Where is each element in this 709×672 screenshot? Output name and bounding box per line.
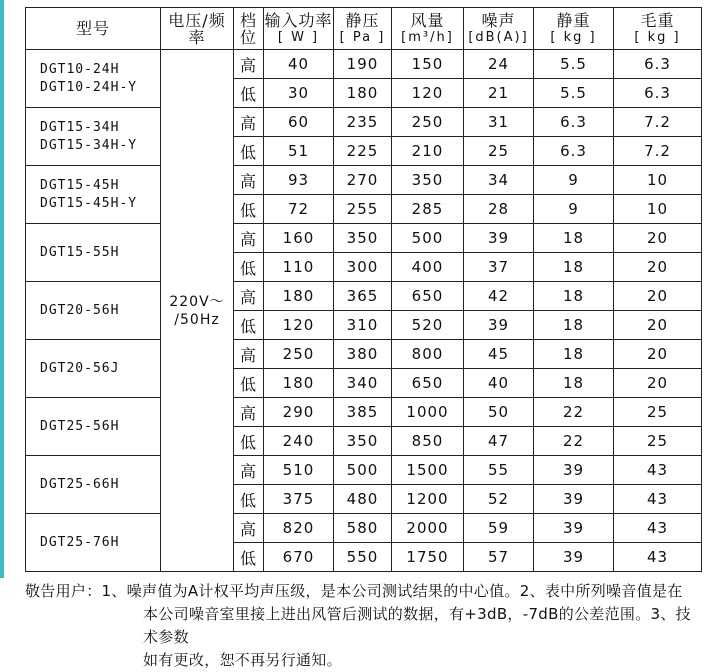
model-name: DGT25-76H xyxy=(40,534,120,550)
model-cell xyxy=(26,456,161,514)
model-name: DGT15-45H xyxy=(40,177,120,193)
airflow-cell: 350 xyxy=(392,166,464,195)
gross-cell: 20 xyxy=(614,224,702,253)
level-cell: 低 xyxy=(234,311,264,340)
pressure-cell: 255 xyxy=(334,195,392,224)
voltage-cell xyxy=(161,50,234,572)
net-cell: 39 xyxy=(534,543,614,572)
net-cell: 18 xyxy=(534,224,614,253)
model-cell xyxy=(26,224,161,282)
level-cell: 高 xyxy=(234,514,264,543)
model-name: DGT15-45H-Y xyxy=(40,195,138,211)
column-header xyxy=(234,8,264,50)
gross-cell: 20 xyxy=(614,369,702,398)
column-header xyxy=(26,8,161,50)
gross-cell: 43 xyxy=(614,485,702,514)
airflow-cell: 1750 xyxy=(392,543,464,572)
power-cell: 40 xyxy=(264,50,334,79)
airflow-cell: 850 xyxy=(392,427,464,456)
level-cell: 高 xyxy=(234,456,264,485)
level-cell: 低 xyxy=(234,137,264,166)
airflow-cell: 150 xyxy=(392,50,464,79)
power-cell: 30 xyxy=(264,79,334,108)
column-header xyxy=(334,8,392,50)
noise-cell: 31 xyxy=(464,108,534,137)
noise-cell: 34 xyxy=(464,166,534,195)
airflow-cell: 210 xyxy=(392,137,464,166)
airflow-cell: 1000 xyxy=(392,398,464,427)
power-cell: 93 xyxy=(264,166,334,195)
gross-cell: 25 xyxy=(614,398,702,427)
model-name: DGT10-24H xyxy=(40,61,120,77)
net-cell: 18 xyxy=(534,311,614,340)
gross-cell: 6.3 xyxy=(614,79,702,108)
model-cell xyxy=(26,166,161,224)
pressure-cell: 270 xyxy=(334,166,392,195)
airflow-cell: 120 xyxy=(392,79,464,108)
noise-cell: 21 xyxy=(464,79,534,108)
note-line: 本公司噪音室里接上进出风管后测试的数据，有+3dB，-7dB的公差范围。3、技术参数 xyxy=(143,605,691,646)
power-cell: 180 xyxy=(264,282,334,311)
gross-cell: 7.2 xyxy=(614,108,702,137)
gross-cell: 10 xyxy=(614,195,702,224)
power-cell: 670 xyxy=(264,543,334,572)
net-cell: 39 xyxy=(534,456,614,485)
voltage-value: 220V～ xyxy=(169,293,225,310)
voltage-value: /50Hz xyxy=(174,311,220,328)
column-header-label: 档位 xyxy=(239,10,257,47)
power-cell: 180 xyxy=(264,369,334,398)
column-header-unit: 率 xyxy=(188,27,206,47)
level-cell: 高 xyxy=(234,340,264,369)
power-cell: 375 xyxy=(264,485,334,514)
note-line: 如有更改，恕不再另行通知。 xyxy=(143,651,342,669)
noise-cell: 25 xyxy=(464,137,534,166)
level-cell: 高 xyxy=(234,108,264,137)
accent-bar xyxy=(0,0,4,578)
level-cell: 低 xyxy=(234,485,264,514)
gross-cell: 43 xyxy=(614,543,702,572)
airflow-cell: 250 xyxy=(392,108,464,137)
airflow-cell: 500 xyxy=(392,224,464,253)
airflow-cell: 1200 xyxy=(392,485,464,514)
level-cell: 低 xyxy=(234,195,264,224)
table-row xyxy=(26,166,702,195)
net-cell: 5.5 xyxy=(534,50,614,79)
net-cell: 6.3 xyxy=(534,137,614,166)
net-cell: 18 xyxy=(534,340,614,369)
airflow-cell: 650 xyxy=(392,369,464,398)
gross-cell: 20 xyxy=(614,311,702,340)
net-cell: 39 xyxy=(534,485,614,514)
net-cell: 22 xyxy=(534,398,614,427)
gross-cell: 25 xyxy=(614,427,702,456)
model-cell xyxy=(26,340,161,398)
power-cell: 72 xyxy=(264,195,334,224)
note-line: 敬告用户：1、噪声值为A计权平均声压级，是本公司测试结果的中心值。2、表中所列噪音值是在 xyxy=(25,582,683,600)
pressure-cell: 225 xyxy=(334,137,392,166)
column-header xyxy=(392,8,464,50)
column-header-unit: [m³/h] xyxy=(401,29,454,45)
airflow-cell: 285 xyxy=(392,195,464,224)
noise-cell: 39 xyxy=(464,224,534,253)
column-header-label: 噪声 xyxy=(481,10,516,30)
table-row xyxy=(26,456,702,485)
column-header-label: 型号 xyxy=(75,19,110,38)
column-header-label: 毛重 xyxy=(640,10,675,30)
net-cell: 39 xyxy=(534,514,614,543)
net-cell: 18 xyxy=(534,369,614,398)
level-cell: 低 xyxy=(234,427,264,456)
pressure-cell: 350 xyxy=(334,427,392,456)
power-cell: 820 xyxy=(264,514,334,543)
model-cell xyxy=(26,50,161,108)
gross-cell: 6.3 xyxy=(614,50,702,79)
column-header-unit: [dB(A)] xyxy=(468,29,529,45)
airflow-cell: 800 xyxy=(392,340,464,369)
table-row xyxy=(26,514,702,543)
pressure-cell: 365 xyxy=(334,282,392,311)
header-row xyxy=(26,8,702,50)
net-cell: 18 xyxy=(534,282,614,311)
model-name: DGT15-34H xyxy=(40,119,120,135)
notes xyxy=(25,580,701,672)
column-header xyxy=(614,8,702,50)
level-cell: 高 xyxy=(234,50,264,79)
level-cell: 高 xyxy=(234,398,264,427)
gross-cell: 10 xyxy=(614,166,702,195)
noise-cell: 28 xyxy=(464,195,534,224)
model-cell xyxy=(26,282,161,340)
noise-cell: 40 xyxy=(464,369,534,398)
pressure-cell: 180 xyxy=(334,79,392,108)
column-header-label: 电压/频 xyxy=(168,10,226,30)
pressure-cell: 340 xyxy=(334,369,392,398)
gross-cell: 43 xyxy=(614,456,702,485)
model-name: DGT20-56H xyxy=(40,302,120,318)
model-name: DGT15-55H xyxy=(40,244,120,260)
net-cell: 22 xyxy=(534,427,614,456)
level-cell: 高 xyxy=(234,282,264,311)
model-cell xyxy=(26,514,161,572)
model-cell xyxy=(26,398,161,456)
power-cell: 60 xyxy=(264,108,334,137)
column-header-label: 输入功率 xyxy=(264,10,333,30)
pressure-cell: 380 xyxy=(334,340,392,369)
noise-cell: 42 xyxy=(464,282,534,311)
power-cell: 290 xyxy=(264,398,334,427)
net-cell: 5.5 xyxy=(534,79,614,108)
net-cell: 9 xyxy=(534,166,614,195)
column-header-unit: [ W ] xyxy=(277,29,320,45)
noise-cell: 52 xyxy=(464,485,534,514)
level-cell: 低 xyxy=(234,79,264,108)
airflow-cell: 2000 xyxy=(392,514,464,543)
pressure-cell: 310 xyxy=(334,311,392,340)
column-header xyxy=(161,8,234,50)
airflow-cell: 1500 xyxy=(392,456,464,485)
column-header xyxy=(464,8,534,50)
pressure-cell: 480 xyxy=(334,485,392,514)
noise-cell: 59 xyxy=(464,514,534,543)
model-name: DGT25-56H xyxy=(40,418,120,434)
power-cell: 160 xyxy=(264,224,334,253)
airflow-cell: 400 xyxy=(392,253,464,282)
gross-cell: 20 xyxy=(614,340,702,369)
table-row xyxy=(26,224,702,253)
column-header-label: 静压 xyxy=(345,10,380,30)
model-name: DGT15-34H-Y xyxy=(40,137,138,153)
noise-cell: 50 xyxy=(464,398,534,427)
noise-cell: 45 xyxy=(464,340,534,369)
airflow-cell: 520 xyxy=(392,311,464,340)
pressure-cell: 500 xyxy=(334,456,392,485)
column-header xyxy=(264,8,334,50)
pressure-cell: 550 xyxy=(334,543,392,572)
pressure-cell: 235 xyxy=(334,108,392,137)
level-cell: 高 xyxy=(234,166,264,195)
table-body xyxy=(26,50,702,572)
airflow-cell: 650 xyxy=(392,282,464,311)
net-cell: 9 xyxy=(534,195,614,224)
noise-cell: 24 xyxy=(464,50,534,79)
power-cell: 120 xyxy=(264,311,334,340)
noise-cell: 47 xyxy=(464,427,534,456)
gross-cell: 20 xyxy=(614,253,702,282)
net-cell: 18 xyxy=(534,253,614,282)
column-header-unit: [ kg ] xyxy=(550,29,597,45)
net-cell: 6.3 xyxy=(534,108,614,137)
power-cell: 250 xyxy=(264,340,334,369)
power-cell: 110 xyxy=(264,253,334,282)
column-header-label: 风量 xyxy=(410,10,445,30)
noise-cell: 37 xyxy=(464,253,534,282)
level-cell: 低 xyxy=(234,253,264,282)
power-cell: 51 xyxy=(264,137,334,166)
column-header xyxy=(534,8,614,50)
level-cell: 低 xyxy=(234,543,264,572)
table-row xyxy=(26,282,702,311)
model-name: DGT20-56J xyxy=(40,360,120,376)
noise-cell: 57 xyxy=(464,543,534,572)
gross-cell: 20 xyxy=(614,282,702,311)
table-row xyxy=(26,398,702,427)
power-cell: 510 xyxy=(264,456,334,485)
noise-cell: 55 xyxy=(464,456,534,485)
pressure-cell: 385 xyxy=(334,398,392,427)
table-row xyxy=(26,108,702,137)
pressure-cell: 190 xyxy=(334,50,392,79)
table-row xyxy=(26,340,702,369)
pressure-cell: 580 xyxy=(334,514,392,543)
column-header-unit: [ kg ] xyxy=(634,29,681,45)
column-header-unit: [ Pa ] xyxy=(339,29,386,45)
noise-cell: 39 xyxy=(464,311,534,340)
model-name: DGT25-66H xyxy=(40,476,120,492)
model-name: DGT10-24H-Y xyxy=(40,79,138,95)
table-row xyxy=(26,50,702,79)
column-header-label: 静重 xyxy=(556,10,591,30)
level-cell: 低 xyxy=(234,369,264,398)
level-cell: 高 xyxy=(234,224,264,253)
model-cell xyxy=(26,108,161,166)
pressure-cell: 350 xyxy=(334,224,392,253)
power-cell: 240 xyxy=(264,427,334,456)
pressure-cell: 300 xyxy=(334,253,392,282)
gross-cell: 43 xyxy=(614,514,702,543)
spec-table xyxy=(25,7,702,572)
gross-cell: 7.2 xyxy=(614,137,702,166)
